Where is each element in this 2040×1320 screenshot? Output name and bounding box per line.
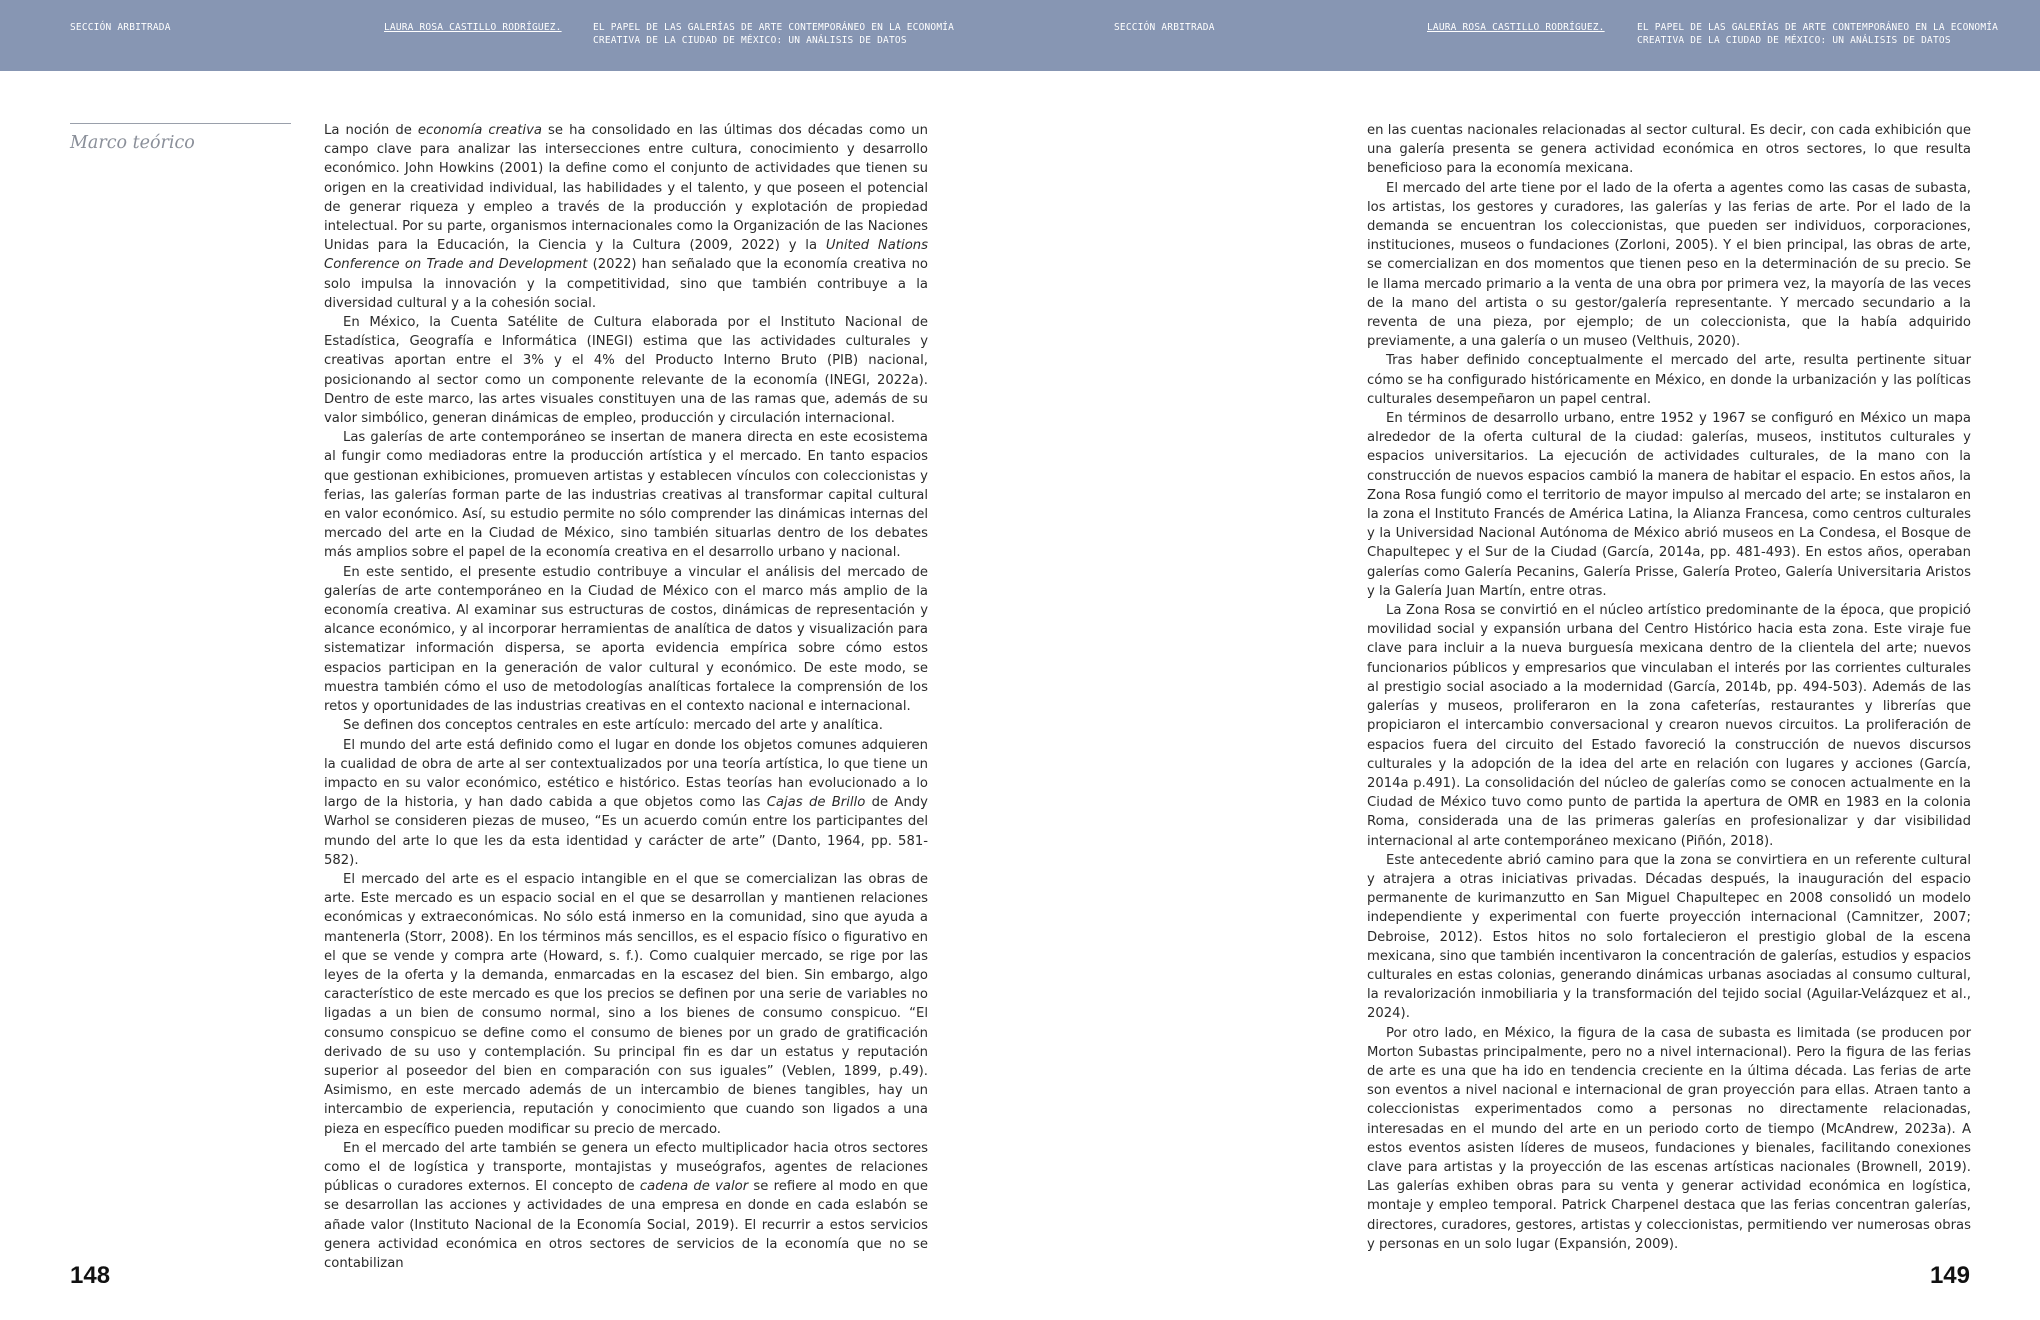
text-run: En el mercado del arte también se genera un efecto multiplicador hacia otros sectores como el de logística y transporte, montajistas y museógrafos, agentes de relaciones públicas o curadores externos. El concepto de xyxy=(324,1140,928,1195)
paragraph xyxy=(324,1139,928,1273)
text-run: de Andy Warhol se consideren piezas de museo, “Es un acuerdo común entre los participantes del mundo del arte lo que les da esta identidad y carácter de arte” (Danto, 1964, pp. 581-582). xyxy=(324,795,928,868)
text-run: se ha consolidado en las últimas dos décadas como un campo clave para analizar las intersecciones entre cultura, conocimiento y desarrollo económico. John Howkins (2001) la define como el conjunto de actividades que tienen su origen en la creatividad individual, las habilidades y el talento, y que poseen el potencial de generar riqueza y empleo a través de la producción y explotación de propiedad intelectual. Por su parte, organismos internacionales como la Organización de las Naciones Unidas para la Educación, la Ciencia y la Cultura (2009, 2022) y la xyxy=(324,123,928,254)
text-run: se refiere al modo en que se desarrollan las acciones y actividades de una empresa en donde en cada eslabón se añade valor (Instituto Nacional de la Economía Social, 2019). El recurrir a estos servicios genera actividad económica en otros sectores de servicios de la economía que no se contabilizan xyxy=(324,1179,928,1271)
text-run: El mundo del arte está definido como el lugar en donde los objetos comunes adquieren la cualidad de obra de arte al ser contextualizados por una teoría artística, lo que tiene un impacto en su valor económico, estético e histórico. Estas teorías han evolucionado a lo largo de la historia, y han dado cabida a que objetos como las xyxy=(324,737,928,811)
text-run: Tras haber definido conceptualmente el mercado del arte, resulta pertinente situar cómo se ha configurado históricamente en México, en donde la urbanización y las políticas culturales desempeñaron un papel central. xyxy=(1367,353,1971,407)
text-run: La noción de xyxy=(324,123,418,138)
left-article-title-line1: EL PAPEL DE LAS GALERÍAS DE ARTE CONTEMPORÁNEO EN LA ECONOMÍA xyxy=(593,22,955,33)
paragraph xyxy=(324,313,928,428)
left-page-body xyxy=(324,121,928,1273)
text-run: Se definen dos conceptos centrales en este artículo: mercado del arte y analítica. xyxy=(343,718,883,734)
right-author-link[interactable]: LAURA ROSA CASTILLO RODRÍGUEZ. xyxy=(1427,22,1605,33)
text-run: en las cuentas nacionales relacionadas al sector cultural. Es decir, con cada exhibición que una galería presenta se genera actividad económica en otros sectores, lo que resulta beneficioso para la economía mexicana. xyxy=(1367,123,1971,177)
italic-term: economía creativa xyxy=(417,123,542,138)
running-header xyxy=(0,0,2040,71)
left-author-link[interactable]: LAURA ROSA CASTILLO RODRÍGUEZ. xyxy=(384,22,562,33)
paragraph xyxy=(1367,601,1971,851)
paragraph xyxy=(324,428,928,562)
right-section-label: SECCIÓN ARBITRADA xyxy=(1114,22,1215,33)
page-number-right: 149 xyxy=(1929,1262,1970,1289)
text-run: Por otro lado, en México, la figura de la casa de subasta es limitada (se producen por Morton Subastas principalmente, pero no a nivel internacional). Pero la figura de las ferias de arte es una que ha ido en tendencia creciente en la última década. Las ferias de arte son eventos a nivel nacional e internacional de gran proyección para ellas. Atraen tanto a coleccionistas experimentados como a personas no directamente relacionadas, interesadas en el mundo del arte en un periodo corto de tiempo (McAndrew, 2023a). A estos eventos asisten líderes de museos, fundaciones y bienales, facilitando conexiones clave para artistas y la proyección de las escenas artísticas nacionales (Brownell, 2019). Las galerías exhiben obras para su venta y generar actividad económica en logística, montaje y empleo temporal. Patrick Charpenel destaca que las ferias concentran galerías, directores, curadores, gestores, artistas y coleccionistas, permitiendo ver numerosas obras y personas en un solo lugar (Expansión, 2009). xyxy=(1367,1025,1971,1252)
paragraph xyxy=(1367,1024,1971,1254)
right-article-title xyxy=(1637,21,1998,47)
italic-term: cadena de valor xyxy=(639,1179,749,1195)
paragraph xyxy=(1367,409,1971,601)
paragraph xyxy=(324,716,928,735)
right-page-body xyxy=(1367,121,1971,1254)
page-number-left: 148 xyxy=(70,1262,111,1289)
text-run: Las galerías de arte contemporáneo se insertan de manera directa en este ecosistema al fungir como mediadoras entre la producción artística y el mercado. En tanto espacios que gestionan exhibiciones, promueven artistas y establecen vínculos con coleccionistas y ferias, las galerías forman parte de las industrias creativas al transformar capital cultural en valor económico. Así, su estudio permite no sólo comprender las dinámicas internas del mercado del arte en la Ciudad de México, sino también situarlas dentro de los debates más amplios sobre el papel de la economía creativa en el desarrollo urbano y nacional. xyxy=(324,430,928,561)
right-article-title-line2: CREATIVA DE LA CIUDAD DE MÉXICO: UN ANÁLISIS DE DATOS xyxy=(1637,35,1951,46)
section-heading: Marco teórico xyxy=(70,133,195,153)
text-run: El mercado del arte tiene por el lado de la oferta a agentes como las casas de subasta, los artistas, los gestores y curadores, las galerías y las ferias de arte. Por el lado de la demanda se encuentran los coleccionistas, que pueden ser individuos, corporaciones, instituciones, museos o fundaciones (Zorloni, 2005). Y el bien principal, las obras de arte, se comercializan en dos momentos que tienen peso en la determinación de su precio. Se le llama mercado primario a la venta de una obra por primera vez, la mayoría de las veces de la mano del artista o su gestor/galería representante. Y mercado secundario a la reventa de una pieza, por ejemplo; de un coleccionista, que la había adquirido previamente, a una galería o un museo (Velthuis, 2020). xyxy=(1367,180,1971,350)
sidebar-divider xyxy=(70,123,291,124)
paragraph xyxy=(324,121,928,313)
paragraph xyxy=(324,870,928,1139)
paragraph xyxy=(1367,121,1971,179)
text-run: (2022) han señalado que la economía creativa no solo impulsa la innovación y la competitividad, sino que también contribuye a la diversidad cultural y a la cohesión social. xyxy=(324,257,928,311)
paragraph xyxy=(324,736,928,870)
text-run: El mercado del arte es el espacio intangible en el que se comercializan las obras de arte. Este mercado es un espacio social en el que se desarrollan y mantienen relaciones económicas y extraeconómicas. No sólo está inmerso en la comunidad, sino que ayuda a mantenerla (Storr, 2008). En los términos más sencillos, es el espacio físico o figurativo en el que se vende y compra arte (Howard, s. f.). Como cualquier mercado, se rige por las leyes de la oferta y la demanda, enmarcadas en la escasez del bien. Sin embargo, algo característico de este mercado es que los precios se definen por una serie de variables no ligadas a un bien de consumo normal, sino a los bienes de consumo conspicuo. “El consumo conspicuo se define como el consumo de bienes por un grado de gratificación derivado de su uso y contemplación. Su principal fin es dar un estatus y reputación superior al poseedor del bien en comparación con sus iguales” (Veblen, 1899, p.49). Asimismo, en este mercado además de un intercambio de bienes tangibles, hay un intercambio de experiencia, reputación y conocimiento que cuando son ligados a una pieza en específico pueden modificar su precio de mercado. xyxy=(324,871,928,1137)
text-run: En este sentido, el presente estudio contribuye a vincular el análisis del mercado de galerías de arte contemporáneo en la Ciudad de México con el marco más amplio de la economía creativa. Al examinar sus estructuras de costos, dinámicas de representación y alcance económico, y al incorporar herramientas de analítica de datos y visualización para sistematizar información dispersa, se aporta evidencia empírica sobre cómo estos espacios participan en la generación de valor cultural y económico. De este modo, se muestra también cómo el uso de metodologías analíticas fortalece la comprensión de los retos y oportunidades de las industrias creativas en el contexto nacional e internacional. xyxy=(324,564,928,715)
paragraph xyxy=(1367,351,1971,409)
left-article-title-line2: CREATIVA DE LA CIUDAD DE MÉXICO: UN ANÁLISIS DE DATOS xyxy=(593,35,907,46)
paragraph xyxy=(1367,179,1971,352)
paragraph xyxy=(1367,851,1971,1024)
text-run: Este antecedente abrió camino para que la zona se convirtiera en un referente cultural y atrajera a otras iniciativas privadas. Décadas después, la inauguración del espacio permanente de kurimanzutto en San Miguel Chapultepec en 2008 consolidó un modelo independiente y experimental con fuerte proyección internacional (Camnitzer, 2007; Debroise, 2012). Estos hitos no solo fortalecieron el prestigio global de la escena mexicana, sino que también incentivaron la concentración de galerías, estudios y espacios culturales en estas colonias, generando dinámicas urbanas asociadas al consumo cultural, la revalorización inmobiliaria y la transformación del tejido social (Aguilar-Velázquez et al., 2024). xyxy=(1367,852,1971,1022)
paragraph xyxy=(324,563,928,717)
text-run: En México, la Cuenta Satélite de Cultura elaborada por el Instituto Nacional de Estadística, Geografía e Informática (INEGI) estima que las actividades culturales y creativas aportan entre el 3% y el 4% del Producto Interno Bruto (PIB) nacional, posicionando al sector como un componente relevante de la economía (INEGI, 2022a). Dentro de este marco, las artes visuales constituyen una de las ramas que, además de su valor simbólico, generan dinámicas de empleo, producción y circulación internacional. xyxy=(324,315,928,427)
text-run: En términos de desarrollo urbano, entre 1952 y 1967 se configuró en México un mapa alrededor de la oferta cultural de la ciudad: galerías, museos, institutos culturales y espacios universitarios. La ejecución de actividades culturales, de la mano con la construcción de nuevos espacios cambió la manera de habitar el espacio. En estos años, la Zona Rosa fungió como el territorio de mayor impulso al mercado del arte; se instalaron en la zona el Instituto Francés de América Latina, la Alianza Francesa, como centros culturales y la Universidad Nacional Autónoma de México abrió museos en La Condesa, el Bosque de Chapultepec y el Sur de la Ciudad (García, 2014a, pp. 481-493). En estos años, operaban galerías como Galería Pecanins, Galería Prisse, Galería Proteo, Galería Universitaria Aristos y la Galería Juan Martín, entre otras. xyxy=(1367,411,1971,599)
right-article-title-line1: EL PAPEL DE LAS GALERÍAS DE ARTE CONTEMPORÁNEO EN LA ECONOMÍA xyxy=(1637,22,1999,33)
left-section-label: SECCIÓN ARBITRADA xyxy=(70,22,171,33)
italic-term: United Nations Conference on Trade and Development xyxy=(324,238,928,273)
italic-term: Cajas de Brillo xyxy=(766,795,866,811)
left-article-title xyxy=(593,21,954,47)
text-run: La Zona Rosa se convirtió en el núcleo artístico predominante de la época, que propició movilidad social y expansión urbana del Centro Histórico hacia esta zona. Este viraje fue clave para incluir a la nueva burguesía mexicana dentro de la clientela del arte; nuevos funcionarios públicos y empresarios que vinculaban el interés por las corrientes culturales al prestigio social asociado a la modernidad (García, 2014b, pp. 494-503). Además de las galerías y museos, proliferaron en la zona cafeterías, restaurantes y librerías que propiciaron el intercambio conversacional y crearon nuevos circuitos. La proliferación de espacios fuera del circuito del Estado favoreció la construcción de nuevos discursos culturales y la adopción de la idea del arte en relación con lugares y acciones (García, 2014a p.491). La consolidación del núcleo de galerías como se conocen actualmente en la Ciudad de México tuvo como punto de partida la apertura de OMR en 1983 en la colonia Roma, considerada una de las primeras galerías en profesionalizar y dar visibilidad internacional al arte contemporáneo mexicano (Piñón, 2018). xyxy=(1367,603,1971,849)
